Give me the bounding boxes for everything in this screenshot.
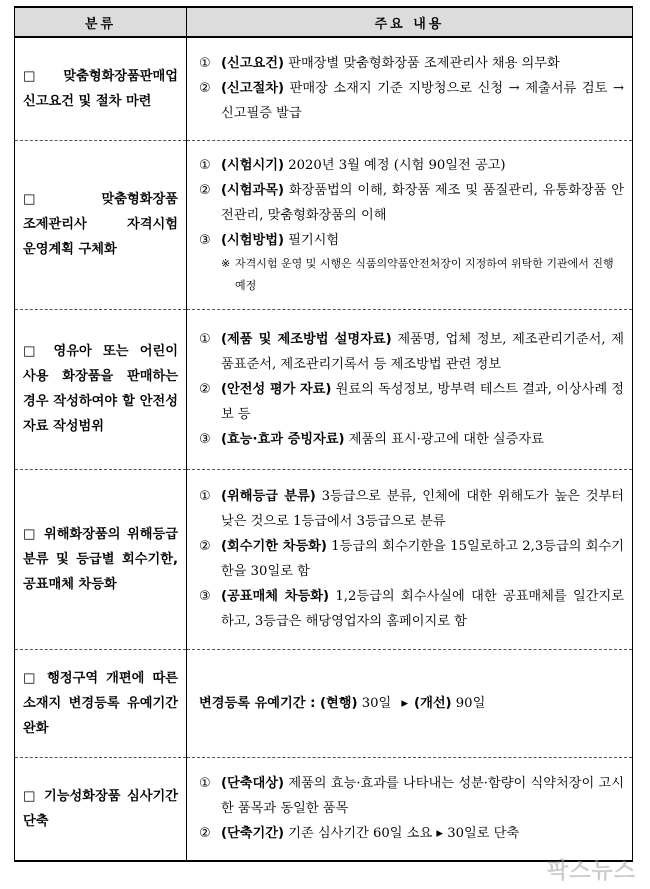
list-item xyxy=(199,534,624,584)
list-item xyxy=(199,427,624,452)
content-cell xyxy=(187,140,633,309)
item-text: 제품명, 업체 정보, 제조관리기준서, 제품표준서, 제조관리기록서 등 제조방법 관련 정보 xyxy=(221,331,624,372)
note-text: 자격시험 운영 및 시행은 식품의약품안전처장이 지정하여 위탁한 기관에서 진행 예정 xyxy=(235,256,614,292)
item-text: 기존 심사기간 60일 소요 ▸ 30일로 단축 xyxy=(284,826,520,842)
item-text: 판매장 소재지 기준 지방청으로 신청 → 제출서류 검토 → 신고필증 발급 xyxy=(221,81,624,122)
content-cell xyxy=(187,649,633,757)
item-text: 제품의 효능·효과를 나타내는 성분·함량이 식약처장이 고시한 품목과 동일한 품목 xyxy=(221,776,624,817)
item-text: 화장품법의 이해, 화장품 제조 및 품질관리, 유통화장품 안전관리, 맞춤형화장품의 이해 xyxy=(221,182,624,223)
table-row xyxy=(15,140,633,309)
improved-label: (개선) xyxy=(414,695,452,711)
item-number: ② xyxy=(199,381,211,397)
list-item xyxy=(199,821,624,846)
item-number: ① xyxy=(199,56,211,72)
table-row xyxy=(15,37,633,140)
item-title: (공표매체 차등화) xyxy=(221,589,330,604)
watermark: 팍스뉴스 xyxy=(546,859,636,884)
summary-table xyxy=(14,6,633,862)
item-title: (안전성 평가 자료) xyxy=(221,381,332,397)
header-row xyxy=(15,7,633,37)
item-title: (단축기간) xyxy=(221,826,285,842)
item-text: 판매장별 맞춤형화장품 조제관리사 채용 의무화 xyxy=(284,56,560,72)
list-item xyxy=(199,584,624,634)
table-row xyxy=(15,469,633,649)
footnote xyxy=(199,253,624,297)
item-number: ③ xyxy=(199,232,211,248)
list-item xyxy=(199,153,624,178)
content-cell xyxy=(187,469,633,649)
category-cell: □ 영유아 또는 어린이 사용 화장품을 판매하는 경우 작성하여야 할 안전성 자료 작성범위 xyxy=(15,309,187,469)
category-cell: □ 맞춤형화장품판매업 신고요건 및 절차 마련 xyxy=(15,37,187,140)
item-text: 1등급의 회수기한을 15일로하고 2,3등급의 회수기한을 30일로 함 xyxy=(221,539,624,579)
arrow-icon: ▸ xyxy=(401,695,409,711)
item-text: 필기시험 xyxy=(284,232,340,248)
item-title: (시험과목) xyxy=(221,182,285,198)
list-item xyxy=(199,76,624,126)
item-number: ① xyxy=(199,331,211,347)
item-number: ② xyxy=(199,182,211,198)
list-item xyxy=(199,771,624,821)
content-cell xyxy=(187,757,633,861)
item-text: 2020년 3월 예정 (시험 90일전 공고) xyxy=(284,157,506,173)
item-number: ① xyxy=(199,776,211,792)
category-cell: □ 맞춤형화장품 조제관리사 자격시험 운영계획 구체화 xyxy=(15,140,187,309)
list-item xyxy=(199,51,624,76)
item-text: 제품의 표시·광고에 대한 실증자료 xyxy=(344,431,544,447)
note-mark: ※ xyxy=(221,256,231,270)
current-label: (현행) xyxy=(319,695,358,711)
grace-lead: 변경등록 유예기간 : xyxy=(199,695,320,711)
item-number: ③ xyxy=(199,431,211,447)
category-cell: □ 행정구역 개편에 따른 소재지 변경등록 유예기간 완화 xyxy=(15,649,187,757)
item-title: (시험시기) xyxy=(221,157,285,173)
header-category: 분류 xyxy=(15,7,187,37)
item-number: ② xyxy=(199,539,211,554)
item-number: ③ xyxy=(199,589,211,604)
item-title: (효능·효과 증빙자료) xyxy=(221,431,345,447)
item-number: ② xyxy=(199,81,211,97)
item-title: (단축대상) xyxy=(221,776,285,792)
item-number: ① xyxy=(199,157,211,173)
list-item xyxy=(199,377,624,427)
item-number: ② xyxy=(199,826,211,842)
item-title: (제품 및 제조방법 설명자료) xyxy=(221,331,392,347)
list-item xyxy=(199,228,624,253)
item-text: 3등급으로 분류, 인체에 대한 위해도가 높은 것부터 낮은 것으로 1등급에서 3등급으로 분류 xyxy=(221,489,624,529)
list-item xyxy=(199,327,624,377)
table-row xyxy=(15,309,633,469)
item-title: (신고요건) xyxy=(221,56,285,72)
list-item xyxy=(199,178,624,228)
item-title: (회수기한 차등화) xyxy=(221,539,327,554)
table-row xyxy=(15,649,633,757)
list-item xyxy=(199,484,624,534)
content-cell xyxy=(187,37,633,140)
item-title: (신고절차) xyxy=(221,81,285,97)
item-title: (시험방법) xyxy=(221,232,285,248)
current-value: 30일 xyxy=(357,695,396,711)
content-cell xyxy=(187,309,633,469)
header-content: 주요 내용 xyxy=(187,7,633,37)
improved-value: 90일 xyxy=(451,695,486,711)
item-text: 1,2등급의 회수사실에 대한 공표매체를 일간지로 하고, 3등급은 해당영업자의 홈페이지로 함 xyxy=(221,589,624,629)
table-row xyxy=(15,757,633,861)
category-cell: □ 위해화장품의 위해등급 분류 및 등급별 회수기한, 공표매체 차등화 xyxy=(15,469,187,649)
grace-period-line xyxy=(199,691,624,716)
item-text: 원료의 독성정보, 방부력 테스트 결과, 이상사례 정보 등 xyxy=(221,381,624,422)
item-number: ① xyxy=(199,489,211,504)
category-cell: □ 기능성화장품 심사기간 단축 xyxy=(15,757,187,861)
item-title: (위해등급 분류) xyxy=(221,489,316,504)
